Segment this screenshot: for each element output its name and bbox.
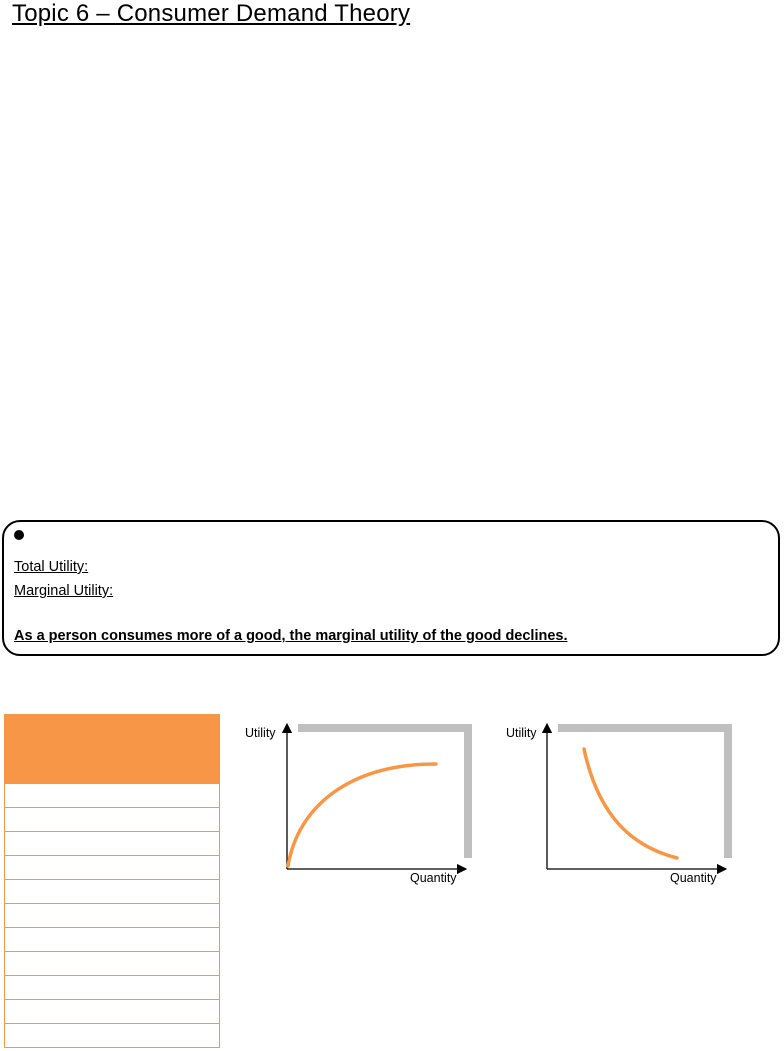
total-utility-graph	[240, 716, 480, 888]
marginal-utility-curve	[584, 749, 677, 858]
table-row	[4, 904, 220, 928]
bullet-point	[14, 530, 24, 540]
table-row	[4, 880, 220, 904]
graph-frame	[298, 728, 468, 858]
table-row	[4, 808, 220, 832]
table-header	[4, 714, 220, 784]
table-row	[4, 1024, 220, 1048]
x-axis-label: Quantity	[670, 871, 717, 885]
y-axis-label: Utility	[506, 726, 537, 740]
table-row	[4, 1000, 220, 1024]
total-utility-label: Total Utility:	[14, 559, 89, 575]
table-row	[4, 976, 220, 1000]
table-row	[4, 832, 220, 856]
law-of-diminishing-marginal-utility: As a person consumes more of a good, the marginal utility of the good declines.	[14, 628, 568, 644]
total-utility-curve	[288, 764, 436, 866]
y-axis-label: Utility	[245, 726, 276, 740]
table-row	[4, 856, 220, 880]
x-axis-label: Quantity	[410, 871, 457, 885]
marginal-utility-label: Marginal Utility:	[14, 583, 114, 599]
table-row	[4, 784, 220, 808]
table-row	[4, 952, 220, 976]
table-row	[4, 928, 220, 952]
utility-definition-box	[2, 520, 780, 656]
page-title: Topic 6 – Consumer Demand Theory	[12, 0, 411, 27]
marginal-utility-graph	[500, 716, 740, 888]
utility-table	[4, 714, 220, 1048]
